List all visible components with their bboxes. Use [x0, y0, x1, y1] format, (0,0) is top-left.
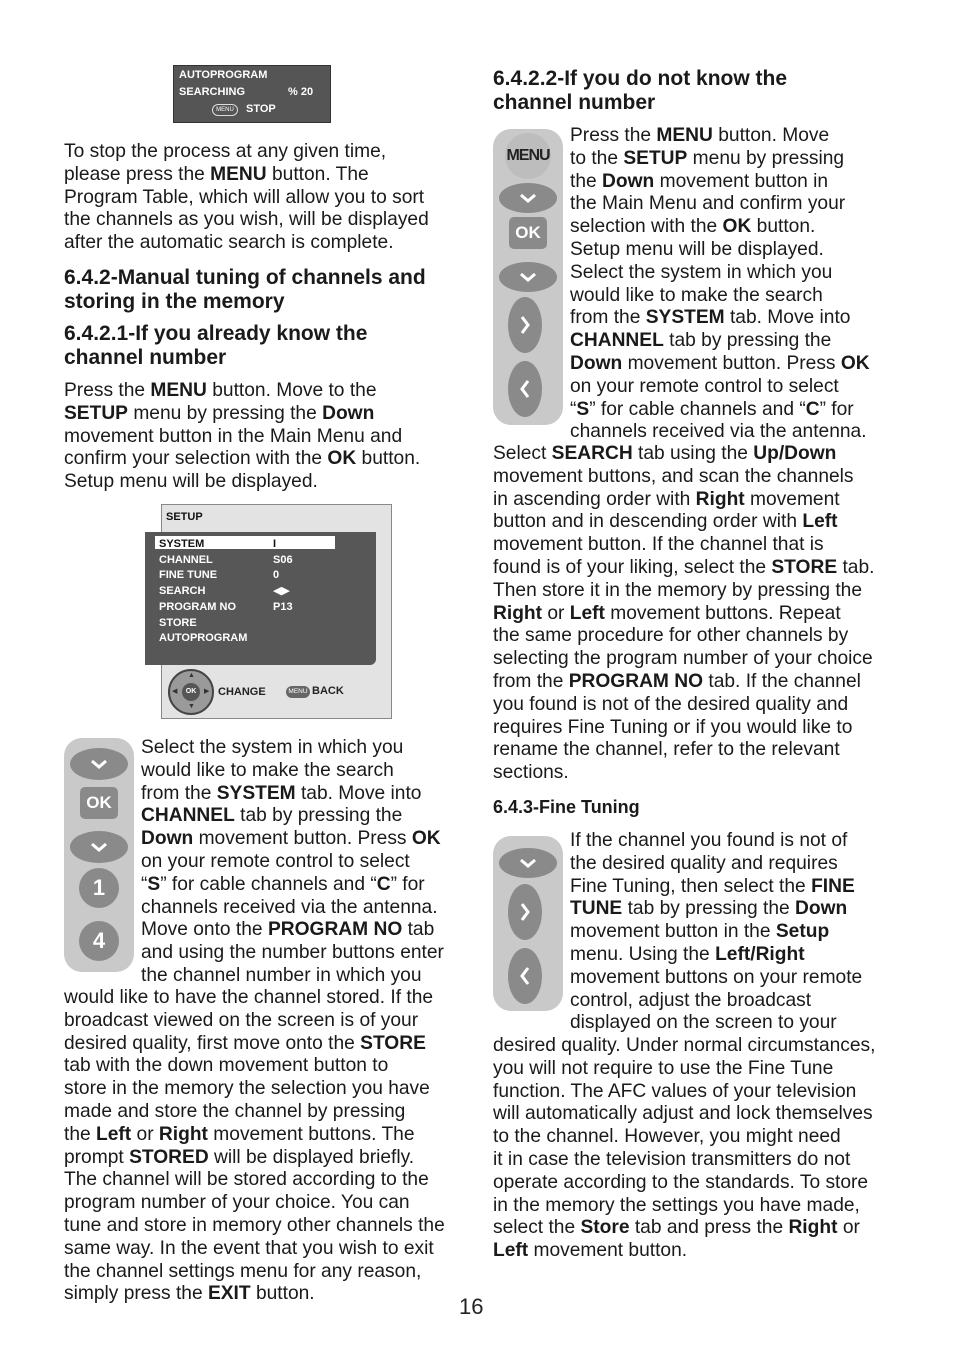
down-button-icon [70, 748, 128, 780]
change-label: CHANGE [218, 686, 266, 698]
setup-row-label: STORE [159, 616, 197, 629]
heading-do-not-know [493, 67, 913, 114]
menu-button-icon: MENU [505, 133, 551, 179]
text-line: would like to have the channel stored. If the [64, 987, 434, 1008]
left-button-icon [508, 948, 542, 1004]
text-line: desired quality. Under normal circumstances, [493, 1035, 876, 1056]
text-line: “S” for cable channels and “C” for [141, 873, 425, 895]
remote-strip-right-top [493, 129, 563, 425]
text-line: Down movement button. Press OK [141, 828, 441, 850]
para-fine-tuning [570, 830, 900, 1035]
text-line: from the PROGRAM NO tab. If the channel [493, 670, 861, 692]
text-line: the Main Menu and confirm your [570, 193, 846, 215]
menu-chip: MENU [212, 104, 238, 116]
text-line: prompt STORED will be displayed briefly. [64, 1146, 415, 1168]
setup-row-value: I [273, 538, 277, 550]
text-line: you found is not of the desired quality and [493, 693, 849, 715]
text-line: To stop the process at any given time, [64, 141, 387, 162]
text-line: channels received via the antenna. [570, 421, 867, 443]
text-line: displayed on the screen to your [570, 1012, 837, 1034]
osd-arrow-right-icon: ▶ [204, 688, 210, 695]
text-line: rename the channel, refer to the relevant [493, 739, 840, 761]
text-line: Program Table, which will allow you to sort [64, 186, 425, 208]
text-line: Press the MENU button. Move to the [64, 380, 377, 401]
text-line: same way. In the event that you wish to exit [64, 1237, 434, 1259]
back-label: BACK [312, 685, 344, 697]
text-line: Down movement button. Press OK [570, 352, 870, 374]
ok-button-icon: OK [80, 787, 118, 819]
autoprogram-title: AUTOPROGRAM [179, 69, 268, 81]
setup-row-label: PROGRAM NO [159, 600, 236, 613]
text-line: channel number [64, 345, 227, 369]
text-line: Press the MENU button. Move [570, 125, 830, 146]
text-line: menu. Using the Left/Right [570, 943, 805, 965]
text-line: Select the system in which you [141, 737, 404, 758]
setup-row-value: P13 [273, 600, 293, 613]
text-line: on your remote control to select [570, 375, 839, 397]
setup-row-label: CHANNEL [159, 553, 213, 566]
text-line: tune and store in memory other channels the [64, 1214, 445, 1236]
search-progress: % 20 [288, 86, 314, 98]
text-line: to the SETUP menu by pressing [570, 147, 845, 169]
text-line: on your remote control to select [141, 850, 410, 872]
text-line: found is of your liking, select the STORE tab. [493, 556, 875, 578]
text-line: If the channel you found is not of [570, 830, 848, 851]
text-line: Right or Left movement buttons. Repeat [493, 602, 841, 624]
text-line: movement button. If the channel that is [493, 534, 824, 556]
right-button-icon [508, 297, 542, 353]
text-line: from the SYSTEM tab. Move into [141, 782, 422, 804]
text-line: Setup menu will be displayed. [570, 238, 824, 260]
osd-ok-button: OK [182, 683, 200, 701]
text-line: 6.4.2.2-If you do not know the [493, 67, 788, 90]
text-line: control, adjust the broadcast [570, 989, 812, 1011]
ok-button-icon: OK [509, 217, 547, 249]
osd-arrow-left-icon: ◀ [172, 688, 178, 695]
text-line: after the automatic search is complete. [64, 232, 394, 254]
text-line: confirm your selection with the OK button. [64, 448, 421, 470]
setup-row-label: SEARCH [159, 585, 206, 598]
heading-manual-tuning [64, 266, 484, 313]
left-button-icon [508, 361, 542, 417]
text-line: you will not require to use the Fine Tune [493, 1057, 834, 1079]
text-line: Then store it in the memory by pressing the [493, 579, 862, 601]
heading-already-know [64, 322, 484, 369]
remote-strip-left [64, 738, 134, 972]
text-line: CHANNEL tab by pressing the [141, 805, 403, 827]
text-line: selecting the program number of your choice [493, 648, 873, 670]
text-line: Left movement button. [493, 1240, 688, 1262]
text-line: storing in the memory [64, 289, 285, 313]
text-line: select the Store tab and press the Right or [493, 1217, 860, 1239]
para-select-system [141, 737, 471, 988]
remote-strip-right-bottom [493, 836, 563, 1011]
para-right-search [493, 443, 903, 785]
autoprogram-osd [173, 65, 331, 123]
text-line: movement buttons on your remote [570, 966, 863, 988]
para-right-press-menu [570, 125, 900, 444]
setup-row-label: FINE TUNE [159, 569, 218, 582]
text-line: movement buttons, and scan the channels [493, 465, 854, 487]
down-button-icon [499, 262, 557, 292]
text-line: function. The AFC values of your television [493, 1080, 857, 1102]
text-line: selection with the OK button. [570, 216, 816, 238]
page-number: 16 [459, 1294, 484, 1319]
text-line: store in the memory the selection you have [64, 1078, 430, 1100]
text-line: Select SEARCH tab using the Up/Down [493, 443, 837, 464]
text-line: it in case the television transmitters do not [493, 1148, 851, 1170]
setup-row-label: AUTOPROGRAM [159, 632, 248, 645]
text-line: broadcast viewed on the screen is of your [64, 1009, 419, 1031]
text-line: please press the MENU button. The [64, 163, 369, 185]
text-line: movement button in the Main Menu and [64, 425, 403, 447]
text-line: the desired quality and requires [570, 852, 838, 874]
number-4-button-icon: 4 [79, 921, 119, 961]
text-line: to the channel. However, you might need [493, 1126, 841, 1148]
heading-fine-tuning: 6.4.3-Fine Tuning [493, 797, 640, 817]
text-line: simply press the EXIT button. [64, 1283, 315, 1305]
para-stop [64, 141, 464, 255]
text-line: Fine Tuning, then select the FINE [570, 875, 855, 897]
para-select-system-cont [64, 987, 474, 1306]
searching-label: SEARCHING [179, 86, 246, 98]
text-line: TUNE tab by pressing the Down [570, 898, 848, 920]
text-line: made and store the channel by pressing [64, 1100, 406, 1122]
right-button-icon [508, 884, 542, 940]
text-line: Setup menu will be displayed. [64, 471, 318, 493]
stop-label: STOP [246, 103, 276, 115]
down-button-icon [70, 831, 128, 863]
down-button-icon [499, 183, 557, 213]
text-line: SETUP menu by pressing the Down [64, 402, 375, 424]
text-line: would like to make the search [141, 759, 394, 781]
text-line: the Left or Right movement buttons. The [64, 1123, 415, 1145]
text-line: movement button in the Setup [570, 921, 830, 943]
text-line: would like to make the search [570, 284, 823, 306]
osd-arrow-down-icon: ▼ [188, 703, 195, 710]
text-line: in the memory the settings you have made, [493, 1194, 860, 1216]
setup-osd-title: SETUP [166, 511, 203, 523]
text-line: tab with the down movement button to [64, 1055, 389, 1077]
text-line: Select the system in which you [570, 261, 833, 283]
text-line: the Down movement button in [570, 170, 829, 192]
text-line: operate according to the standards. To store [493, 1171, 869, 1193]
text-line: the channel number in which you [141, 964, 422, 986]
text-line: will automatically adjust and lock themselves [493, 1103, 873, 1125]
number-1-button-icon: 1 [79, 868, 119, 908]
text-line: sections. [493, 762, 569, 784]
text-line: 6.4.2.1-If you already know the [64, 322, 368, 345]
text-line: the channel settings menu for any reason, [64, 1260, 422, 1282]
setup-menu-panel [145, 532, 376, 665]
text-line: “S” for cable channels and “C” for [570, 398, 854, 420]
text-line: Move onto the PROGRAM NO tab [141, 919, 435, 941]
osd-nav-ring [168, 669, 214, 715]
setup-row-label: SYSTEM [159, 538, 205, 550]
setup-row-value: ◀▶ [273, 585, 290, 598]
text-line: from the SYSTEM tab. Move into [570, 307, 851, 329]
text-line: requires Fine Tuning or if you would like to [493, 716, 853, 738]
para-fine-tuning-cont [493, 1035, 903, 1263]
osd-menu-chip: MENU [286, 686, 310, 698]
text-line: desired quality, first move onto the STORE [64, 1032, 426, 1054]
text-line: channels received via the antenna. [141, 896, 438, 918]
text-line: program number of your choice. You can [64, 1192, 410, 1214]
text-line: the channels as you wish, will be displayed [64, 209, 429, 231]
text-line: button and in descending order with Left [493, 511, 838, 533]
text-line: The channel will be stored according to the [64, 1169, 429, 1191]
text-line: CHANNEL tab by pressing the [570, 330, 832, 352]
text-line: and using the number buttons enter [141, 942, 444, 964]
text-line: in ascending order with Right movement [493, 488, 840, 510]
setup-row-value: S06 [273, 553, 293, 566]
para-press-menu [64, 380, 464, 494]
text-line: 6.4.2-Manual tuning of channels and [64, 266, 426, 289]
osd-arrow-up-icon: ▲ [188, 672, 195, 679]
down-button-icon [499, 848, 557, 878]
text-line: channel number [493, 90, 656, 114]
text-line: the same procedure for other channels by [493, 625, 849, 647]
setup-row-value: 0 [273, 569, 280, 582]
